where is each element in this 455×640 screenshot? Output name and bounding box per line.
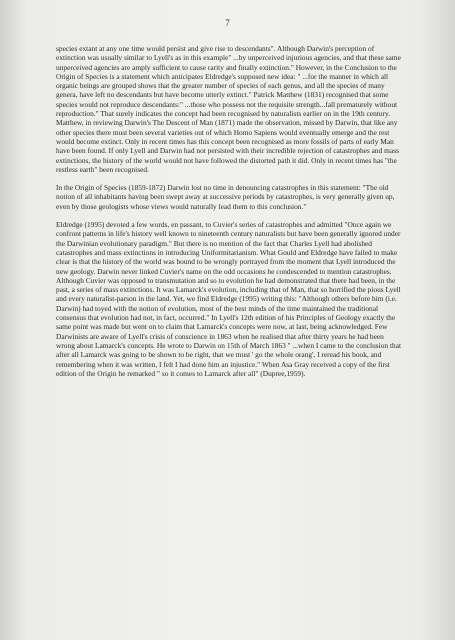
page-number: 7	[225, 18, 230, 28]
body-text	[56, 44, 404, 387]
paragraph-extinction: species extant at any one time would persist and give rise to descendants". Although Darwin's perception of extinction was usually similar to Lyell's as in this example" ...by unperceived injurious agencies, and that these same unperceived agencies are amply sufficient to cause rarity and finally extinction." However, in the Conclusion to the Origin of Species is a statement which anticipates Eldredge's supposed new idea: " ...for the manner in which all organic beings are grouped shows that the greater number of species of each genus, and all the species of many genera, have left no descendants but have become utterly extinct." Patrick Matthew (1831) recognised that some species would not reproduce descendants:" ...those who possess not the requisite strength...fall prematurely without reproduction." That surely indicates the concept had been recognised by naturalists earlier on in the 19th century. Matthew, in reviewing Darwin's The Descent of Man (1871) made the observation, missed by Darwin, that like any other species there must been several varieties out of which Homo Sapiens would eventually emerge and the rest would become extinct. Only in recent times has this concept been recognised as more fossils of parts of early Man have been found. If only Lyell and Darwin had not persisted with their incredible rejection of catastrophes and mass extinctions, the history of the world would not have followed the distorted path it did. Only in recent times has "the restless earth" been recognised.	[56, 44, 401, 174]
paragraph-eldredge: Eldredge (1995) devoted a few words, en passant, to Cuvier's series of catastrophes and admitted "Once again we confront patterns in life's history well known to nineteenth century naturalists but have been generally ignored under the Darwinian evolutionary paradigm." But there is no mention of the fact that Charles Lyell had abolished catastrophes and mass extinctions in introducing Uniformitarianism. What Gould and Eldredge have failed to make clear is that the history of the world was bound to be wrongly portrayed from the moment that Lyell introduced the new geology. Darwin never linked Cuvier's name on the odd occasions he condescended to mention catastrophes. Although Cuvier was opposed to transmutation and so to evolution he had demonstrated that there had been, in the past, a series of mass extinctions. It was Lamarck's evolution, including that of Man, that so horrified the pious Lyell and every naturalist-parson in the land. Yet, we find Eldredge (1995) writing this: "Although others before him (i.e. Darwin) had toyed with the notion of evolution, most of the best minds of the time maintained the traditional consensus that evolution had not, in fact, occurred." In Lyell's 12th edition of his Principles of Geology exactly the same point was made but went on to claim that Lamarck's concepts were now, at last, being acknowledged. Few Darwinists are aware of Lyell's crisis of conscience in 1863 when he realised that after thirty years he had been wrong about Lamarck's concepts. He wrote to Darwin on 15th of March 1863 " ...when I came to the conclusion that after all Lamarck was going to be shown to be right, that we must ' go the whole orang', I reread his book, and remembering when it was written, I felt I had done him an injustice." When Asa Gray received a copy of the first edition of the Origin he remarked " so it comes to Lamarck after all" (Dupree,1959).	[56, 220, 402, 378]
paragraph-origin-of-species: In the Origin of Species (1859-1872) Darwin lost no time in denouncing catastrophes in this statement: "The old notion of all inhabitants having been swept away at successive periods by catastrophes, is very generally given up, even by those geologists whose views would naturally lead them to this conclusion."	[56, 183, 395, 211]
